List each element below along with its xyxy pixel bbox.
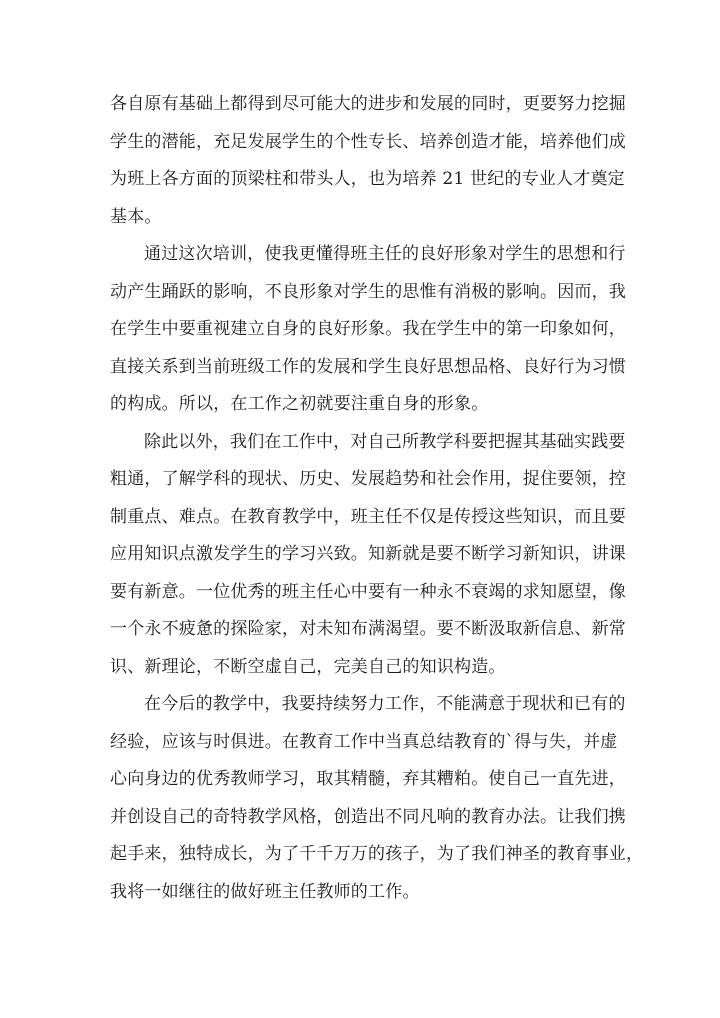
- paragraph-first-line: 除此以外，我们在工作中，对自己所教学科要把握其基础实践要: [144, 431, 626, 452]
- text-line: 的构成。所以，在工作之初就要注重自身的形象。: [110, 394, 489, 414]
- text-line: 并创设自己的奇特教学风格，创造出不同凡响的教育办法。让我们携: [110, 806, 626, 827]
- text-line: 粗通，了解学科的现状、历史、发展趋势和社会作用，捉住要领，控: [110, 469, 626, 489]
- text-line: 学生的潜能，充足发展学生的个性专长、培养创造才能，培养他们成: [110, 131, 626, 152]
- text-line: 各自原有基础上都得到尽可能大的进步和发展的同时，更要努力挖掘: [110, 94, 626, 114]
- text-line: 要有新意。一位优秀的班主任心中要有一种永不衰竭的求知愿望，像: [110, 581, 626, 602]
- text-line: 一个永不疲惫的探险家，对未知布满渴望。要不断汲取新信息、新常: [110, 619, 626, 639]
- text-line: 基本。: [110, 206, 162, 227]
- text-line: 心向身边的优秀教师学习，取其精髓，弃其糟粕。使自己一直先进，: [110, 769, 626, 789]
- text-line: 我将一如继往的做好班主任教师的工作。: [110, 881, 420, 902]
- text-line: 应用知识点激发学生的学习兴致。知新就是要不断学习新知识，讲课: [110, 544, 626, 564]
- paragraph-first-line: 通过这次培训，使我更懂得班主任的良好形象对学生的思想和行: [144, 244, 626, 264]
- text-line: 动产生踊跃的影响，不良形象对学生的思惟有消极的影响。因而，我: [110, 281, 626, 302]
- text-line: 为班上各方面的顶梁柱和带头人，也为培养 21 世纪的专业人才奠定: [110, 169, 625, 189]
- text-line: 在学生中要重视建立自身的良好形象。我在学生中的第一印象如何，: [110, 319, 626, 339]
- paragraph-first-line: 在今后的教学中，我要持续努力工作，不能满意于现状和已有的: [144, 694, 626, 714]
- text-line: 制重点、难点。在教育教学中，班主任不仅是传授这些知识，而且要: [110, 506, 626, 527]
- text-line: 起手来，独特成长，为了千千万万的孩子，为了我们神圣的教育事业，: [110, 844, 644, 864]
- text-line: 识、新理论，不断空虚自己，完美自己的知识构造。: [110, 656, 506, 677]
- text-line: 直接关系到当前班级工作的发展和学生良好思想品格、良好行为习惯: [110, 356, 626, 377]
- text-line: 经验，应该与时俱进。在教育工作中当真总结教育的`得与失，并虚: [110, 731, 618, 752]
- document-body: [110, 86, 644, 911]
